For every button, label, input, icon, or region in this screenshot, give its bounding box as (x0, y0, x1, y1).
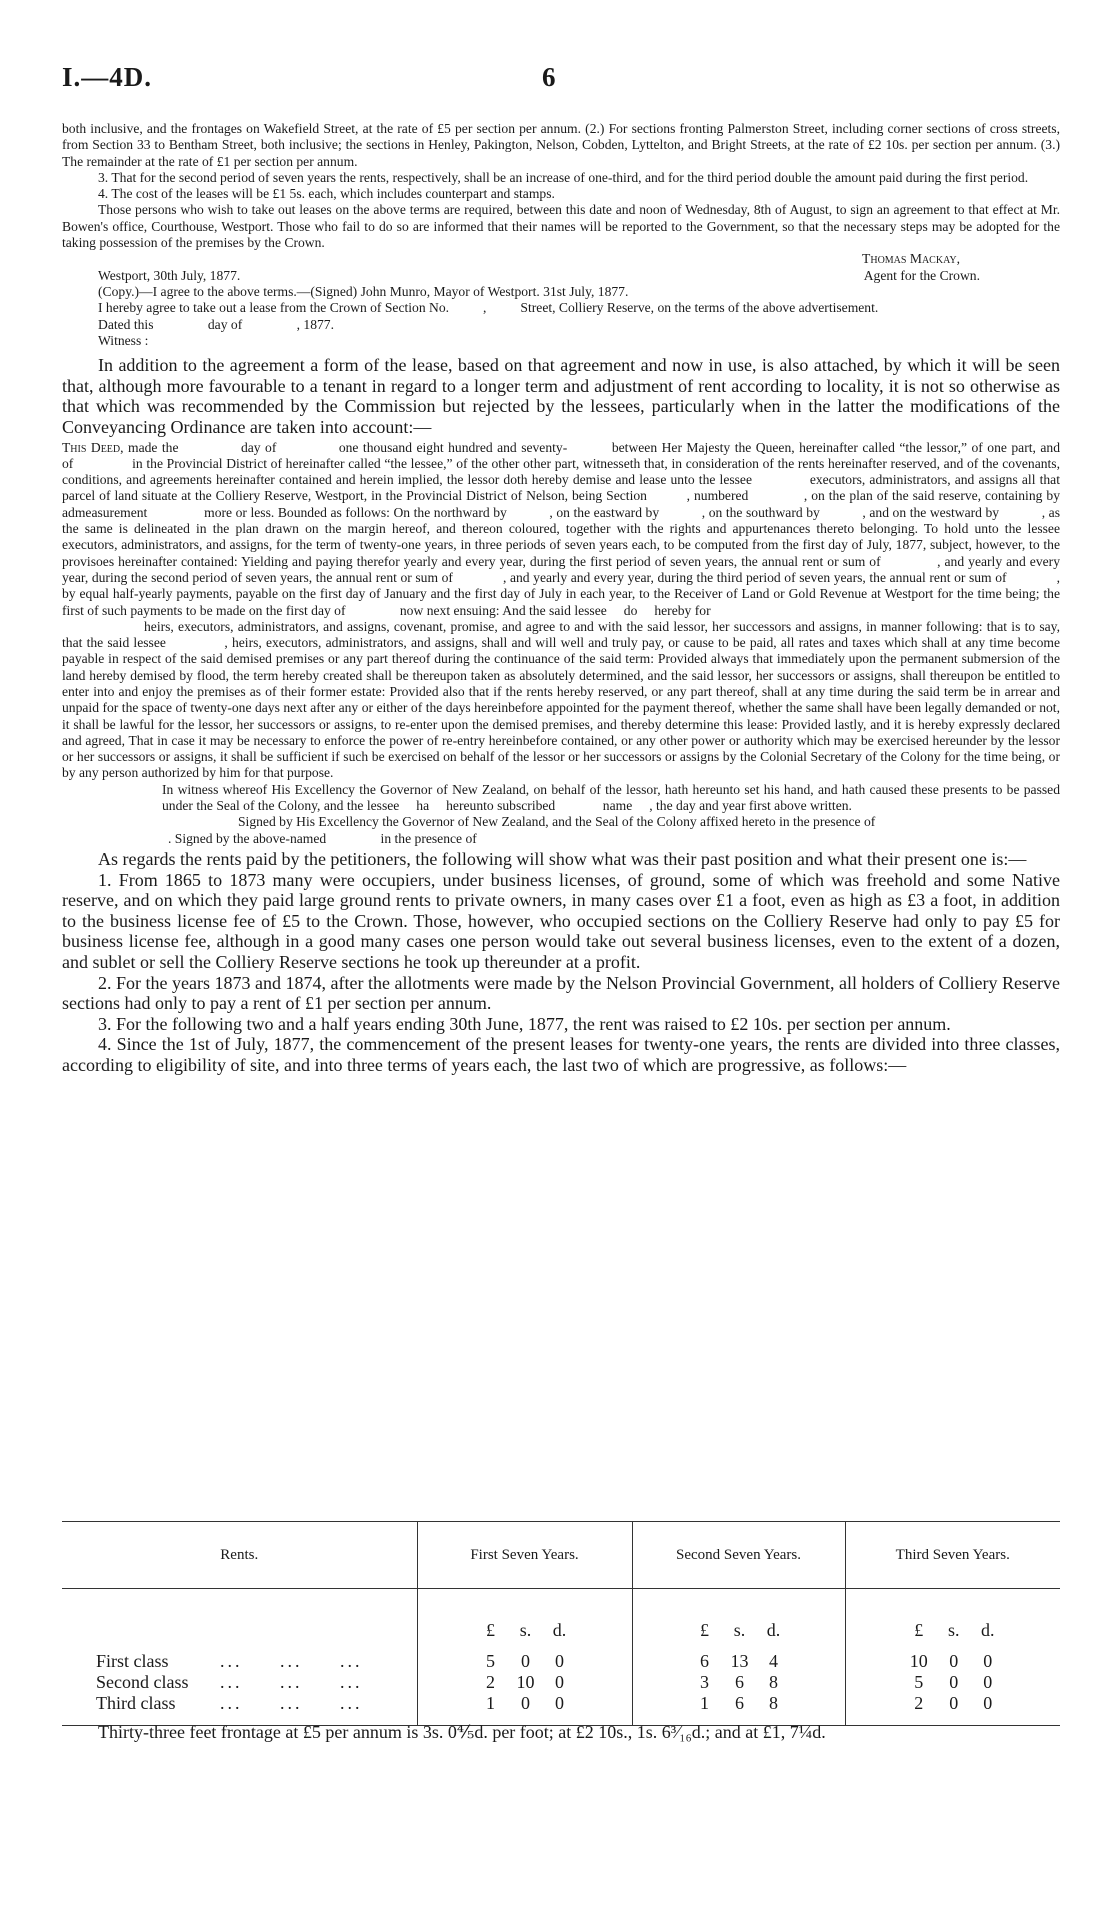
copy-agreement-line: (Copy.)—I agree to the above terms.—(Signed) John Munro, Mayor of Westport. 31st July, 1877. (98, 283, 629, 299)
table-row: First class ... ... ... 5 0 0 6 13 4 10 0 0 (62, 1650, 1060, 1671)
row-label: First class (96, 1651, 169, 1671)
dated-line: Dated this day of , 1877. (98, 316, 334, 332)
place-date: Westport, 30th July, 1877. (98, 267, 241, 283)
frontage-footnote: Thirty-three feet frontage at £5 per annum is 3s. 0⅘d. per foot; at £2 10s., 1s. 6³⁄₁₆d.; and at £1, 7¼d. (98, 1722, 826, 1742)
table-row: Third class ... ... ... 1 0 0 1 6 8 2 0 0 (62, 1692, 1060, 1726)
rents-intro: As regards the rents paid by the petitioners, the following will show what was their past position and what their present one is:— (98, 848, 1027, 869)
rent-history-4: 4. Since the 1st of July, 1877, the commencement of the present leases for twenty-one years, the rents are divided into three classes, according to eligibility of site, and into three terms of years each, the last two of which are progressive, as follows:— (62, 1034, 1060, 1075)
row-label: Second class (96, 1672, 189, 1692)
signature-line (62, 268, 1060, 284)
col-header-third-seven: Third Seven Years. (845, 1522, 1060, 1589)
paper-reference: I.—4D. (62, 62, 153, 92)
col-header-second-seven: Second Seven Years. (632, 1522, 845, 1589)
advert-para-2: 3. That for the second period of seven years the rents, respectively, shall be an increase of one-third, and for the third period double the amount paid during the first period. (98, 169, 1029, 185)
advert-para-4: Those persons who wish to take out leases on the above terms are required, between this date and noon of Wednesday, 8th of August, to sign an agreement to that effect at Mr. Bowen's office, Courthouse, Westport. Those who fail to do so are informed that their names will be reported to the Government, so that the necessary steps may be adopted for the taking possession of the premises by the Crown. (62, 202, 1060, 251)
rent-history-1: 1. From 1865 to 1873 many were occupiers, under business licenses, of ground, some of which was freehold and some Native reserve, and on which they paid large ground rents to private owners, in many cases over £1 a foot, even as high as £3 a foot, in addition to the business license fee of £5 to the Crown. Those, however, who occupied sections on the Colliery Reserve had only to pay £5 for business license fee, although in a good many cases one person would take out several business licenses, even to the extent of a dozen, and sublet or sell the Colliery Reserve sections he took up thereunder at a profit. (62, 869, 1060, 972)
advertisement-text (62, 121, 1114, 1075)
rent-history-2: 2. For the years 1873 and 1874, after the allotments were made by the Nelson Provincial Government, all holders of Colliery Reserve sections had only to pay a rent of £1 per section per annum. (62, 972, 1060, 1014)
signatory-title: Agent for the Crown. (863, 267, 980, 283)
deed-witness-clause: In witness whereof His Excellency the Governor of New Zealand, on behalf of the lessor, hath hereunto set his hand, and hath caused these presents to be passed under the Seal of the Colony, and the lessee ha hereunto subscribed name , the day and year first above written. (162, 781, 1064, 814)
col-header-rents: Rents. (62, 1522, 417, 1589)
currency-units: £ s. d. (417, 1589, 632, 1651)
deed-paragraph (62, 439, 1114, 619)
deed-body: made the day of one thousand eight hundred and seventy- between Her Majesty the Queen, hereinafter called “the lessor,” of one part, and of in the Provincial District of hereinafter called “the lessee,” of the other other part, witnesseth that, in consideration of the rents hereinafter reserved, and of the covenants, conditions, and agreements hereinafter contained and herein implied, the lessor doth hereby demise and lease unto the lessee executors, administrators, and assigns all that parcel of land situate at the Colliery Reserve, Westport, in the Provincial District of Nelson, being Section , numbered , on the plan of the said reserve, containing by admeasurement more or less. Bounded as follows: On the northward by , on the eastward by , on the southward by , and on the westward by , as the same is delineated in the plan drawn on the margin hereof, and thereon coloured, together with the rights and appurtenances thereto belonging. To hold unto the lessee executors, administrators, and assigns, for the term of twenty-one years, in three periods of seven years each, to be computed from the first day of July, 1877, subject, however, to the provisoes hereinafter contained: Yielding and paying therefor yearly and every year, during the first period of seven years, the annual rent or sum of , and yearly and every year, during the second period of seven years, the annual rent or sum of , and yearly and every year, during the third period of seven years, the annual rent or sum of , by equal half-yearly payments, payable on the first day of January and the first day of July in each year, to the Receiver of Land or Gold Revenue at Westport for the time being; the first of such payments to be made on the first day of now next ensuing: And the said lessee do hereby for (62, 439, 1114, 618)
advert-para-1: both inclusive, and the frontages on Wakefield Street, at the rate of £5 per section per annum. (2.) For sections fronting Palmerston Street, including corner sections of cross streets, from Section 33 to Bentham Street, both inclusive; the sections in Henley, Pakington, Nelson, Cobden, Lyttelton, and Bright Streets, at the rate of £2 10s. per section per annum. (3.) The remainder at the rate of £1 per section per annum. (62, 121, 1060, 169)
leader-dots: ... ... ... (220, 1693, 363, 1713)
lease-form-intro: In addition to the agreement a form of the lease, based on that agreement and now in use, is also attached, by which it will be seen that, although more favourable to a tenant in regard to a longer term and adjustment of rent according to locality, it is not so otherwise as that which was recommended by the Commission but rejected by the lessees, particularly when in the latter the modifications of the Conveyancing Ordinance are taken into account:— (62, 355, 1060, 437)
currency-row (62, 1589, 1060, 1651)
lease-agreement-line: I hereby agree to take out a lease from the Crown of Section No. , Street, Colliery Reserve, on the terms of the above advertisement. (98, 300, 879, 316)
deed-lead: This Deed, (62, 439, 124, 455)
leader-dots: ... ... ... (220, 1672, 363, 1692)
leader-dots: ... ... ... (220, 1651, 363, 1671)
deed-covenants: heirs, executors, administrators, and assigns, covenant, promise, and agree to and with the said lessor, her successors and assigns, in manner following: that is to say, that the said lessee , heirs, executors, administrators, and assigns, shall and will well and truly pay, or cause to be paid, all rates and taxes which shall at any time become payable in respect of the said demised premises or any part thereof during the continuance of the said term: Provided always that immediately upon the permanent submersion of the land hereby demised by flood, the term hereby created shall be thereupon taken as absolutely determined, and the said lessor, her successors or assigns, shall thereupon be entitled to enter into and enjoy the premises as of their former estate: Provided also that if the rents hereby reserved, or any part thereof, shall at any time during the said term be in arrear and unpaid for the space of twenty-one days next after any or either of the days hereinbefore appointed for the payment thereof, whether the same shall have been legally demanded or not, it shall be lawful for the lessor, her successors or assigns, to re-enter upon the demised premises, and thereby determine this lease: Provided lastly, and it is hereby expressly declared and agreed, That in case it may be necessary to enforce the power of re-entry hereinbefore contained, or any other power or authority which may be exercised hereunder by the lessor or her successors or assigns, it shall be sufficient if such be exercised on behalf of the lessor or her successors or assigns by the Colonial Secretary of the Colony for the time being, or by any person authorized by him for that purpose. (62, 618, 1064, 781)
page-number: 6 (542, 62, 556, 92)
rent-history-3: 3. For the following two and a half years ending 30th June, 1877, the rent was raised to £2 10s. per section per annum. (98, 1013, 951, 1034)
advert-para-3: 4. The cost of the leases will be £1 5s. each, which includes counterpart and stamps. (98, 186, 555, 202)
table-row: Second class ... ... ... 2 10 0 3 6 8 5 0 0 (62, 1671, 1060, 1692)
deed-signed-governor: Signed by His Excellency the Governor of New Zealand, and the Seal of the Colony affixed hereto in the presence of (238, 814, 876, 830)
currency-units: £ s. d. (845, 1589, 1060, 1651)
signatory-name: Thomas Mackay, (862, 251, 960, 267)
witness-line: Witness : (98, 332, 149, 348)
currency-units: £ s. d. (632, 1589, 845, 1651)
col-header-first-seven: First Seven Years. (417, 1522, 632, 1589)
page-header (62, 62, 1060, 96)
row-label: Third class (96, 1693, 176, 1713)
rents-table (62, 1521, 1060, 1726)
deed-signed-lessee: . Signed by the above-named in the presence of (168, 830, 477, 846)
table-header-row (62, 1522, 1060, 1589)
